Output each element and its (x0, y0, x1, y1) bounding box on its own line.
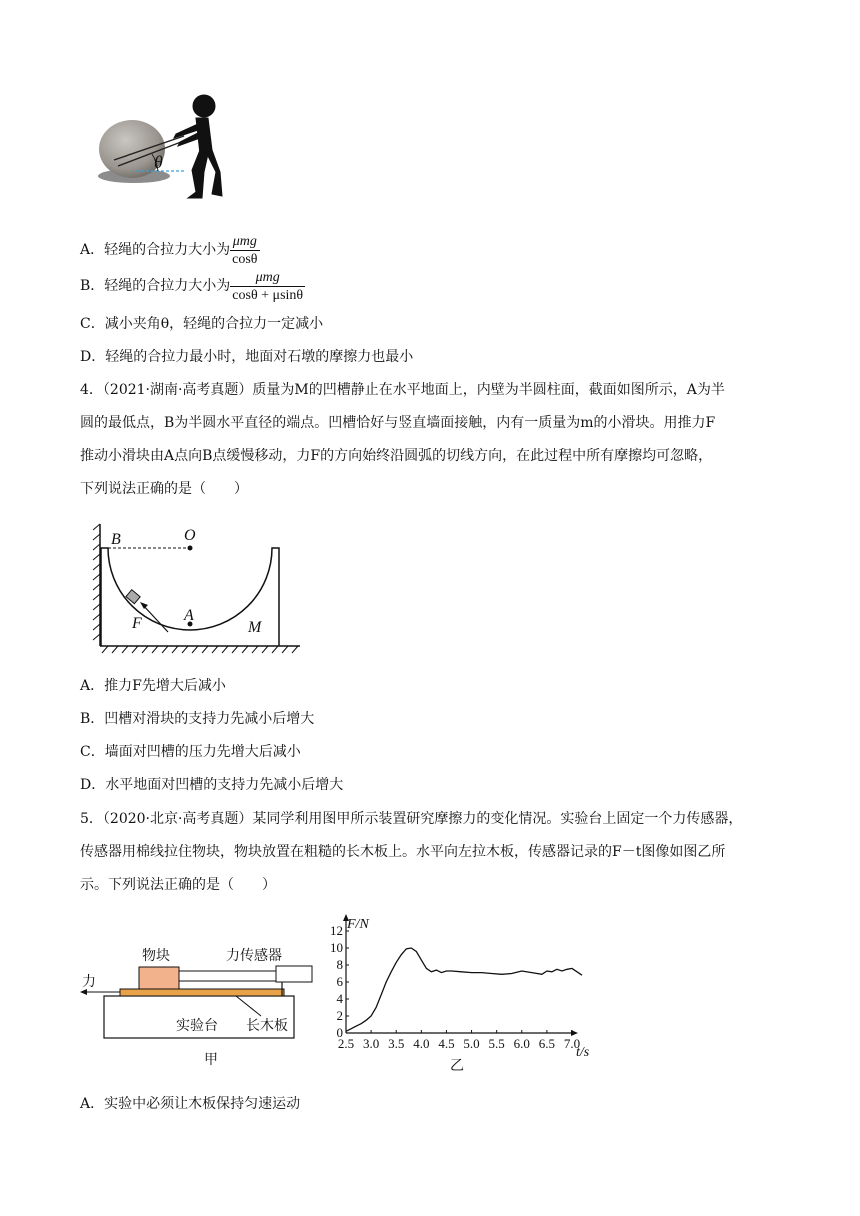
y-tick-label: 2 (336, 1008, 343, 1023)
x-tick-label: 5.0 (463, 1036, 480, 1051)
x-tick-label: 2.5 (337, 1036, 355, 1051)
series-line (346, 948, 582, 1031)
q4-option-b: B．凹槽对滑块的支持力先减小后增大 (80, 711, 315, 727)
y-tick-label: 8 (336, 957, 343, 972)
y-tick-label: 10 (330, 940, 343, 955)
label-o: O (184, 527, 196, 544)
q3-option-a-fraction (230, 233, 259, 268)
label-b: B (111, 531, 121, 548)
sensor-rect (276, 966, 312, 982)
groove-figure (92, 520, 306, 662)
fraction-denominator: cosθ + μsinθ (232, 287, 304, 303)
q3-option-d: D．轻绳的合拉力最小时，地面对石墩的摩擦力也最小 (80, 349, 414, 365)
label-m: M (248, 619, 262, 636)
x-tick-label: 5.5 (488, 1036, 505, 1051)
y-tick-label: 6 (336, 974, 343, 989)
figure-caption-jia: 甲 (204, 1053, 218, 1068)
force-label: 力 (82, 975, 96, 990)
y-axis-label: F/N (347, 917, 369, 932)
block-label: 物块 (142, 949, 170, 964)
q4-option-c: C．墙面对凹槽的压力先增大后减小 (80, 744, 301, 760)
fraction-numerator: μmg (230, 233, 259, 251)
x-tick-label: 4.5 (438, 1036, 455, 1051)
ground-hatching (102, 646, 298, 653)
q5-stem-line2: 传感器用棉线拉住物块，物块放置在粗糙的长木板上。水平向左拉木板，传感器记录的F－t图像如图乙所 (80, 844, 726, 860)
chart-axes (343, 914, 578, 1036)
x-tick-label: 3.5 (388, 1036, 405, 1051)
q3-option-b (80, 268, 305, 304)
sensor-label: 力传感器 (226, 949, 282, 964)
x-tick-label: 6.5 (538, 1036, 556, 1051)
q3-option-c: C．减小夹角θ，轻绳的合拉力一定减小 (80, 316, 324, 332)
figure-caption-yi: 乙 (450, 1059, 464, 1072)
force-arrowhead (140, 602, 148, 609)
x-tick-label: 7.0 (563, 1036, 581, 1051)
block-rect (139, 967, 179, 989)
q4-stem-line4: 下列说法正确的是（ ） (80, 481, 248, 497)
y-tick-label: 0 (336, 1025, 343, 1040)
q5-stem-line1: 5．（2020·北京·高考真题）某同学利用图甲所示装置研究摩擦力的变化情况。实验台上固定一个力传感器， (80, 811, 743, 827)
fraction-denominator: cosθ (232, 251, 258, 267)
q4-option-a: A．推力F先增大后减小 (80, 678, 226, 694)
x-tick-label: 6.0 (513, 1036, 530, 1051)
q5-option-a: A．实验中必须让木板保持匀速运动 (80, 1096, 301, 1112)
q4-stem-line1: 4．（2021·湖南·高考真题）质量为M的凹槽静止在水平地面上，内壁为半圆柱面，截面如图所示，A为半 (80, 382, 725, 398)
person-silhouette (174, 95, 222, 198)
q3-option-a-text: A．轻绳的合拉力大小为 (80, 242, 231, 258)
theta-label: θ (154, 152, 163, 172)
q4-option-d: D．水平地面对凹槽的支持力先减小后增大 (80, 777, 344, 793)
point-o (188, 546, 193, 551)
wall-hatching (93, 524, 100, 640)
q3-option-b-text: B．轻绳的合拉力大小为 (80, 278, 231, 294)
force-time-chart (326, 910, 596, 1072)
stone-pull-figure (96, 92, 226, 204)
x-tick-label: 3.0 (362, 1036, 380, 1051)
q3-option-a (80, 232, 260, 268)
y-tick-label: 4 (336, 991, 343, 1006)
label-a: A (184, 607, 194, 624)
fraction-numerator: μmg (230, 269, 305, 287)
apparatus-figure (76, 940, 324, 1070)
q4-stem-line3: 推动小滑块由A点向B点缓慢移动，力F的方向始终沿圆弧的切线方向，在此过程中所有摩擦均可忽略， (80, 448, 713, 464)
label-f: F (132, 615, 142, 632)
q5-stem-line3: 示。下列说法正确的是（ ） (80, 877, 276, 893)
q4-stem-line2: 圆的最低点，B为半圆水平直径的端点。凹槽恰好与竖直墙面接触，内有一质量为m的小滑块。用推力F (80, 415, 716, 431)
board-rect (120, 989, 284, 996)
x-tick-label: 4.0 (413, 1036, 430, 1051)
board-label: 长木板 (246, 1019, 288, 1034)
chart-ticks (330, 923, 580, 1051)
table-label: 实验台 (176, 1019, 218, 1034)
x-axis-label: t/s (576, 1045, 590, 1060)
y-tick-label: 12 (330, 923, 343, 938)
q3-option-b-fraction (230, 269, 305, 304)
